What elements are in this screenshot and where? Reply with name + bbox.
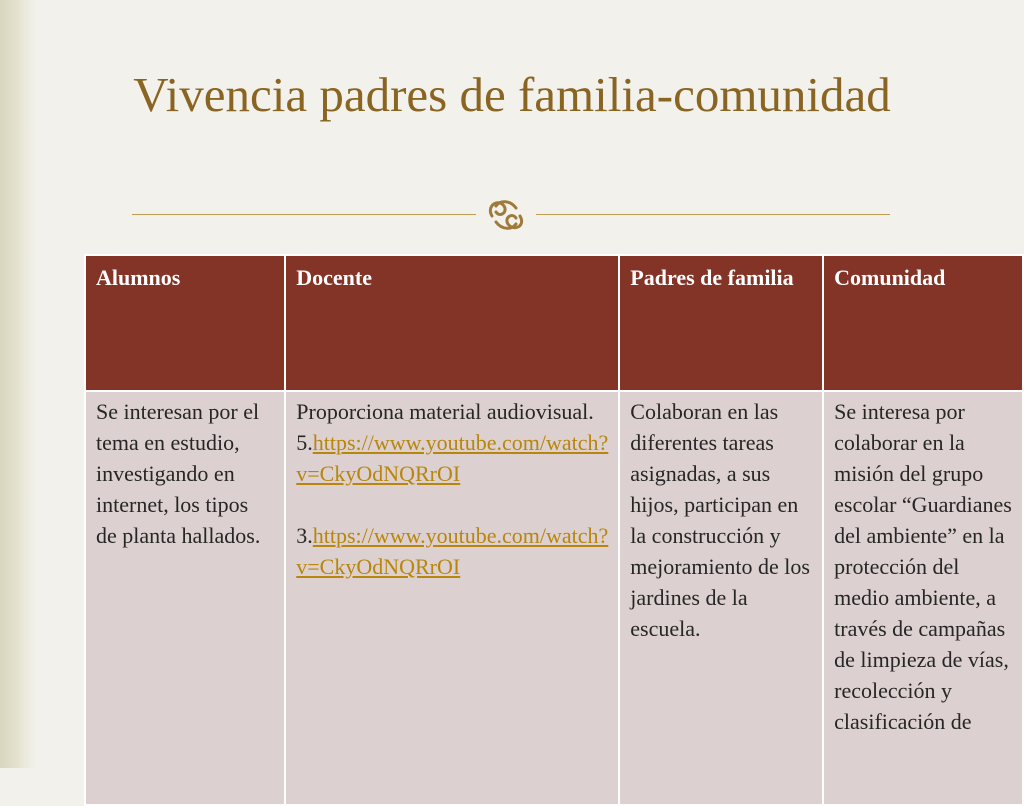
youtube-link-1[interactable]: https://www.youtube.com/watch?v=CkyOdNQRrOI (296, 430, 609, 486)
cell-comunidad: Se interesa por colaborar en la misión del grupo escolar “Guardianes del ambiente” en la protección del medio ambiente, a través de campañas de limpieza de vías, recolección y clasificación de (823, 391, 1023, 805)
cell-alumnos: Se interesan por el tema en estudio, investigando en internet, los tipos de planta hallados. (85, 391, 285, 805)
link-2-prefix: 3. (296, 523, 313, 548)
left-decorative-band (0, 0, 38, 768)
cell-padres-de-familia: Colaboran en las diferentes tareas asignadas, a sus hijos, participan en la construcción y mejoramiento de los jardines de la escuela. (619, 391, 823, 805)
docente-link-1-line (296, 427, 608, 489)
cell-docente (285, 391, 619, 805)
slide-title: Vivencia padres de familia-comunidad (133, 67, 891, 122)
header-padres-de-familia: Padres de familia (619, 255, 823, 391)
docente-link-2-line (296, 520, 608, 582)
youtube-link-2[interactable]: https://www.youtube.com/watch?v=CkyOdNQRrOI (296, 523, 609, 579)
header-comunidad: Comunidad (823, 255, 1023, 391)
title-divider-right (536, 214, 890, 215)
link-1-prefix: 5. (296, 430, 313, 455)
table-row (85, 391, 1023, 805)
table-header-row (85, 255, 1023, 391)
docente-intro-text: Proporciona material audiovisual. (296, 399, 594, 424)
header-docente: Docente (285, 255, 619, 391)
title-divider-left (132, 214, 476, 215)
comparison-table (84, 254, 1024, 806)
swirl-ornament-icon (482, 196, 530, 234)
header-alumnos: Alumnos (85, 255, 285, 391)
